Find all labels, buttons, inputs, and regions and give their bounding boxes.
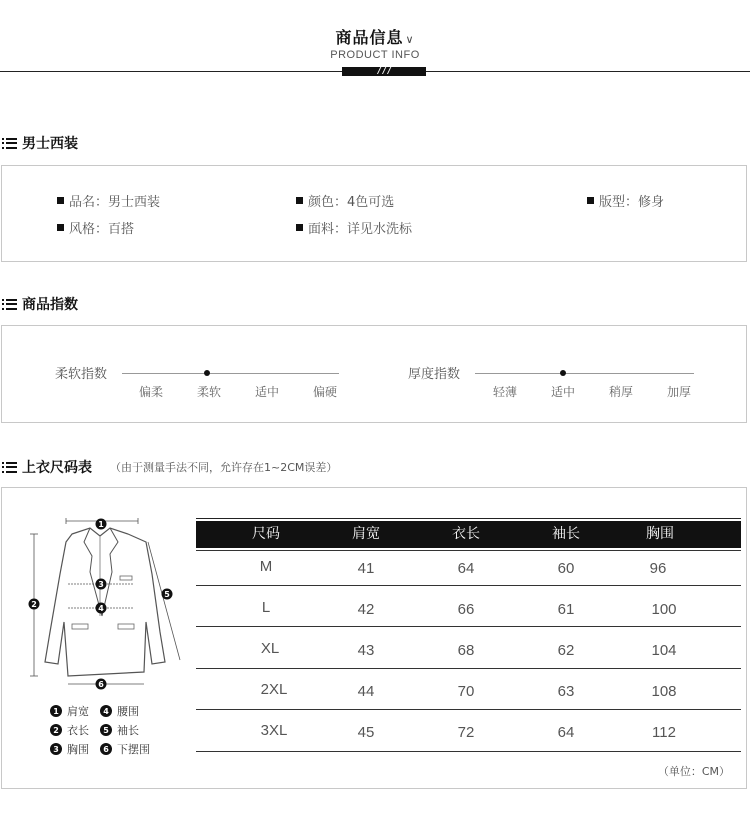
softness-tick: 偏柔 [139, 385, 164, 399]
header-title [0, 25, 750, 48]
header-title-text: 商品信息 [335, 28, 404, 47]
legend-label: 下摆围 [117, 743, 150, 756]
thickness-marker [560, 370, 566, 376]
legend-label: 衣长 [67, 724, 89, 737]
marker-6-icon [96, 679, 107, 690]
attribute-text: 面料：详见水洗标 [308, 222, 413, 237]
table-header-cell: 尺码 [252, 526, 280, 542]
table-row-rule [196, 751, 741, 752]
table-cell: 45 [357, 724, 375, 741]
legend-number: 5 [100, 724, 112, 736]
table-cell: 64 [457, 560, 475, 577]
section-title-index [2, 295, 78, 313]
legend-item [50, 722, 89, 738]
table-cell: 72 [457, 724, 475, 741]
softness-track [122, 373, 339, 374]
table-row-rule [196, 626, 741, 627]
table-cell: 2XL [260, 681, 288, 698]
svg-text:5: 5 [164, 590, 170, 599]
table-row-rule [196, 668, 741, 669]
legend-label: 腰围 [117, 705, 139, 718]
table-top-rule [196, 518, 741, 519]
thickness-tick: 稍厚 [609, 385, 634, 399]
table-cell: M [259, 558, 273, 575]
table-cell: L [261, 599, 271, 616]
legend-label: 肩宽 [67, 705, 89, 718]
softness-tick: 柔软 [197, 385, 222, 399]
attribute-text: 版型：修身 [599, 195, 665, 210]
legend-number: 2 [50, 724, 62, 736]
table-cell: 60 [557, 560, 575, 577]
softness-tick: 偏硬 [313, 385, 338, 399]
legend-number: 1 [50, 705, 62, 717]
table-cell: 112 [652, 724, 676, 741]
softness-tick: 适中 [255, 385, 280, 399]
jacket-diagram [20, 512, 192, 692]
bullet-icon [57, 197, 64, 204]
svg-text:1: 1 [98, 520, 104, 529]
svg-text:3: 3 [98, 580, 104, 589]
legend-item [100, 741, 150, 757]
table-cell: 66 [457, 601, 475, 618]
attribute-item [587, 191, 664, 210]
thickness-tick: 加厚 [667, 385, 692, 399]
table-header-cell: 衣长 [452, 526, 480, 542]
table-cell: 70 [457, 683, 475, 700]
softness-label: 柔软指数 [55, 367, 108, 382]
thickness-tick: 适中 [551, 385, 576, 399]
thickness-track [475, 373, 694, 374]
page-header [0, 0, 750, 80]
table-header-cell: 胸围 [646, 526, 674, 542]
legend-item [50, 741, 89, 757]
marker-5-icon [162, 589, 173, 600]
marker-3-icon [96, 579, 107, 590]
section-title-product-text: 男士西装 [22, 136, 78, 152]
table-cell: 41 [357, 560, 375, 577]
legend-number: 3 [50, 743, 62, 755]
attribute-text: 颜色：4色可选 [308, 195, 395, 210]
legend-label: 袖长 [117, 724, 139, 737]
bullet-icon [296, 224, 303, 231]
bullet-icon [296, 197, 303, 204]
attribute-item [57, 218, 134, 237]
table-cell: 3XL [260, 722, 288, 739]
attribute-item [57, 191, 160, 210]
table-cell: 100 [651, 601, 677, 618]
product-attributes-box [1, 165, 747, 262]
svg-text:6: 6 [98, 680, 104, 689]
table-header [196, 521, 741, 548]
legend-number: 6 [100, 743, 112, 755]
marker-1-icon [96, 519, 107, 530]
unit-note: （单位：CM） [657, 765, 730, 778]
chevron-down-icon: ∨ [405, 33, 415, 46]
section-title-size-text: 上衣尺码表 [22, 460, 92, 476]
table-header-cell: 肩宽 [352, 526, 380, 542]
list-icon [2, 138, 17, 149]
marker-2-icon [29, 599, 40, 610]
table-cell: 63 [557, 683, 575, 700]
list-icon [2, 299, 17, 310]
table-row-rule [196, 585, 741, 586]
size-note: （由于测量手法不同，允许存在1~2CM误差） [110, 461, 338, 474]
table-cell: XL [260, 640, 280, 657]
table-cell: 104 [651, 642, 677, 659]
table-cell: 61 [557, 601, 575, 618]
bullet-icon [57, 224, 64, 231]
header-bar-slashes: /// [376, 65, 392, 76]
bullet-icon [587, 197, 594, 204]
legend-label: 胸围 [67, 743, 89, 756]
attribute-text: 品名：男士西装 [69, 195, 161, 210]
thickness-tick: 轻薄 [493, 385, 518, 399]
table-row-rule [196, 709, 741, 710]
header-bar [342, 67, 426, 76]
header-subtitle: PRODUCT INFO [330, 49, 420, 61]
svg-text:4: 4 [98, 604, 104, 613]
table-header-cell: 袖长 [552, 526, 580, 542]
table-cell: 108 [651, 683, 677, 700]
svg-text:2: 2 [31, 600, 37, 609]
table-cell: 96 [649, 560, 667, 577]
softness-marker [204, 370, 210, 376]
attribute-text: 风格：百搭 [69, 222, 135, 237]
section-title-product [2, 134, 78, 152]
legend-item [100, 722, 139, 738]
list-icon [2, 462, 17, 473]
table-cell: 68 [457, 642, 475, 659]
table-cell: 62 [557, 642, 575, 659]
table-cell: 42 [357, 601, 375, 618]
table-row-rule [196, 550, 741, 551]
legend-item [50, 703, 89, 719]
table-cell: 64 [557, 724, 575, 741]
table-cell: 44 [357, 683, 375, 700]
attribute-item [296, 218, 412, 237]
section-title-size [2, 458, 337, 476]
attribute-item [296, 191, 394, 210]
index-box [1, 325, 747, 423]
section-title-index-text: 商品指数 [22, 297, 78, 313]
legend-number: 4 [100, 705, 112, 717]
thickness-label: 厚度指数 [408, 367, 461, 382]
legend-item [100, 703, 139, 719]
table-cell: 43 [357, 642, 375, 659]
marker-4-icon [96, 603, 107, 614]
